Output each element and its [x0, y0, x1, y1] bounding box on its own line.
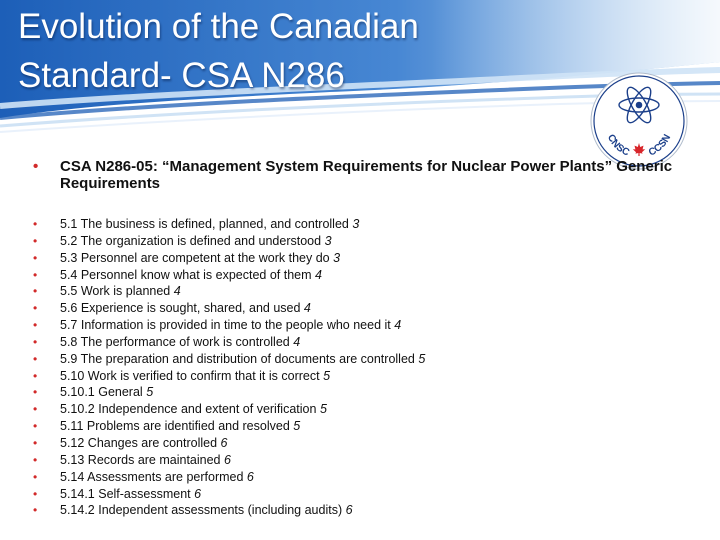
- requirement-label: 5.13 Records are maintained: [60, 452, 221, 467]
- list-item: [33, 486, 425, 503]
- list-item: [33, 401, 425, 418]
- title-line-1: Evolution of the Canadian: [18, 7, 419, 46]
- requirement-label: 5.2 The organization is defined and understood: [60, 233, 322, 248]
- bullet-dot: •: [33, 419, 38, 434]
- slide-title: [18, 2, 578, 100]
- bullet-dot: •: [33, 368, 38, 383]
- bullet-dot: •: [33, 435, 38, 450]
- list-item: [33, 267, 425, 284]
- requirement-label: 5.14 Assessments are performed: [60, 469, 244, 484]
- requirement-label: 5.10.1 General: [60, 385, 143, 400]
- bullet-dot: •: [33, 334, 38, 349]
- bullet-dot: •: [33, 385, 38, 400]
- requirement-label: 5.1 The business is defined, planned, and controlled: [60, 217, 349, 231]
- page-number: 5: [319, 402, 327, 417]
- list-item: [33, 435, 425, 452]
- page-number: 4: [293, 334, 301, 349]
- page-number: 5: [418, 351, 426, 366]
- page-number: 3: [324, 233, 332, 248]
- requirement-label: 5.7 Information is provided in time to the people who need it: [60, 318, 391, 333]
- list-item: [33, 216, 425, 233]
- bullet-dot: •: [33, 250, 38, 265]
- page-number: 3: [333, 250, 341, 265]
- list-item: [33, 418, 425, 435]
- page-number: 6: [220, 435, 228, 450]
- bullet-dot: •: [33, 351, 38, 366]
- page-number: 4: [315, 267, 322, 282]
- bullet-dot: •: [33, 452, 38, 467]
- logo-text-left: CNSC: [604, 132, 632, 159]
- list-item: [33, 250, 425, 267]
- list-item: [33, 368, 425, 385]
- page-number: 3: [352, 217, 360, 231]
- list-item: [33, 469, 425, 486]
- page-number: 5: [146, 385, 154, 400]
- bullet-dot: •: [33, 158, 39, 175]
- bullet-dot: •: [33, 318, 38, 333]
- page-number: 6: [224, 452, 231, 467]
- page-number: 6: [246, 469, 254, 484]
- requirement-label: 5.11 Problems are identified and resolved: [60, 419, 290, 434]
- requirement-label: 5.12 Changes are controlled: [60, 435, 218, 450]
- requirement-label: 5.3 Personnel are competent at the work they do: [60, 250, 330, 265]
- page-number: 4: [303, 301, 311, 316]
- page-number: 5: [323, 368, 331, 383]
- main-bullet: [33, 158, 673, 192]
- list-item: [33, 334, 425, 351]
- page-number: 5: [293, 419, 301, 434]
- main-bullet-text: CSA N286-05: “Management System Requirements for Nuclear Power Plants” Generic Requirements: [60, 158, 673, 192]
- requirement-label: 5.6 Experience is sought, shared, and used: [60, 301, 301, 316]
- requirement-label: 5.5 Work is planned: [60, 284, 171, 299]
- list-item: [33, 283, 425, 300]
- bullet-dot: •: [33, 233, 38, 248]
- page-number: 4: [173, 284, 181, 299]
- requirement-label: 5.8 The performance of work is controlled: [60, 334, 290, 349]
- bullet-dot: •: [33, 486, 38, 501]
- requirement-label: 5.14.1 Self-assessment: [60, 486, 191, 501]
- bullet-dot: •: [33, 301, 38, 316]
- bullet-dot: •: [33, 217, 38, 231]
- cnsc-ccsn-logo: [589, 71, 689, 171]
- page-number: 4: [394, 318, 402, 333]
- bullet-dot: •: [33, 469, 38, 484]
- requirements-list: [33, 216, 425, 519]
- bullet-dot: •: [33, 503, 38, 518]
- logo-text-right: CCSN: [646, 132, 674, 159]
- list-item: [33, 452, 425, 469]
- requirement-label: 5.10.2 Independence and extent of verification: [60, 402, 317, 417]
- list-item: [33, 300, 425, 317]
- requirement-label: 5.9 The preparation and distribution of documents are controlled: [60, 351, 415, 366]
- list-item: [33, 502, 425, 519]
- requirement-label: 5.10 Work is verified to confirm that it is correct: [60, 368, 320, 383]
- list-item: [33, 384, 425, 401]
- list-item: [33, 317, 425, 334]
- requirement-label: 5.14.2 Independent assessments (including audits): [60, 503, 343, 518]
- requirement-label: 5.4 Personnel know what is expected of them: [60, 267, 312, 282]
- bullet-dot: •: [33, 284, 38, 299]
- list-item: [33, 351, 425, 368]
- bullet-dot: •: [33, 267, 38, 282]
- title-line-2: Standard- CSA N286: [18, 56, 345, 95]
- bullet-dot: •: [33, 402, 38, 417]
- page-number: 6: [194, 486, 202, 501]
- page-number: 6: [345, 503, 353, 518]
- list-item: [33, 233, 425, 250]
